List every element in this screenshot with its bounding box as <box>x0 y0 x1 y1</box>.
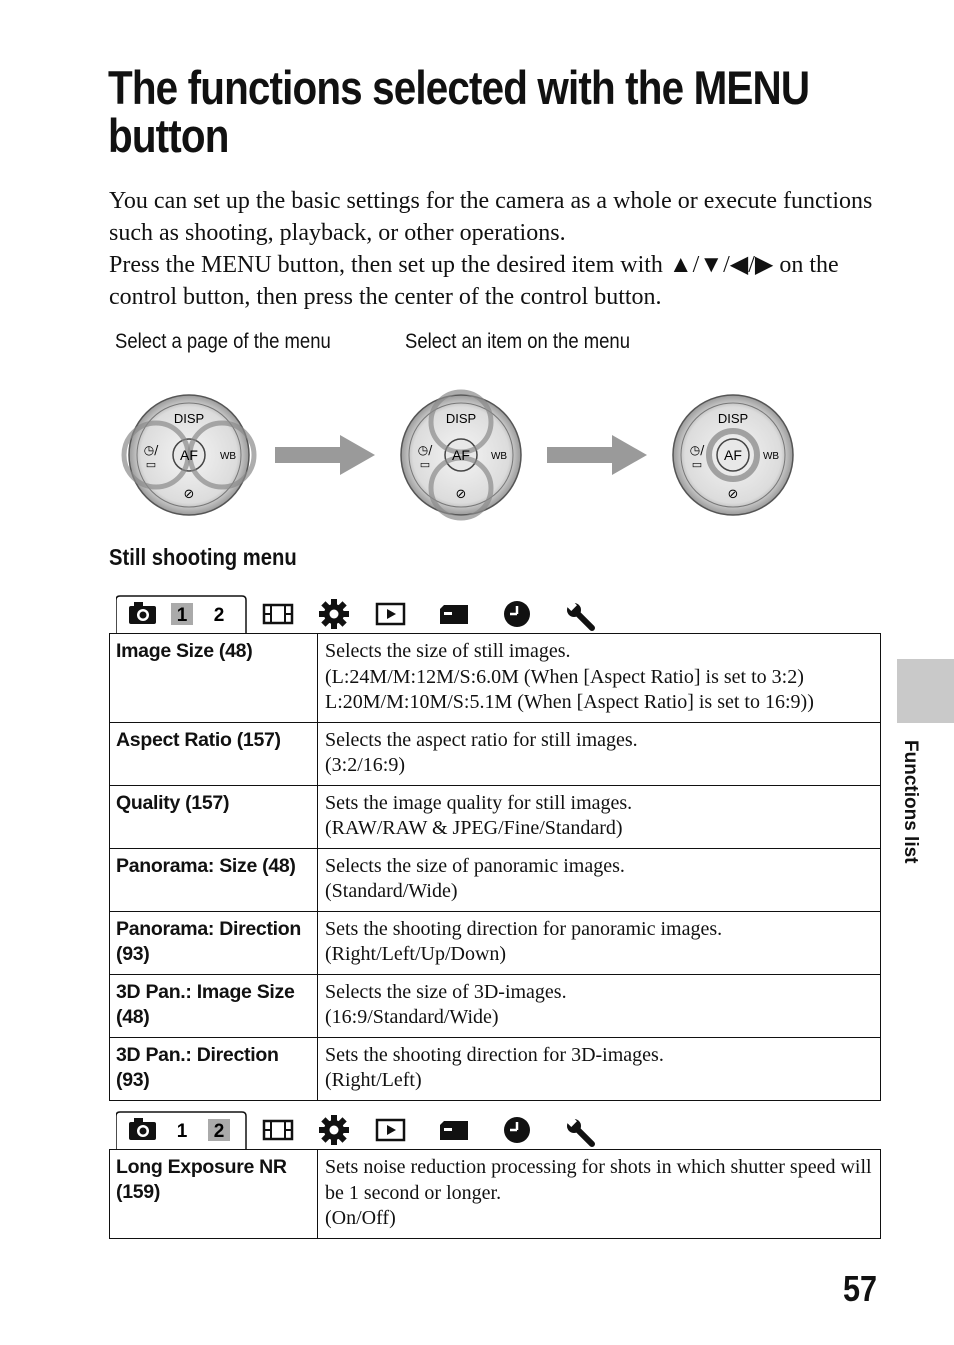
page-title: The functions selected with the MENU button <box>108 61 810 162</box>
af-label-2: AF <box>452 447 470 463</box>
menu-item-name: Panorama: Size (48) <box>110 848 318 911</box>
table-row <box>110 974 881 1037</box>
disp-label-3: DISP <box>717 411 749 426</box>
gear-icon <box>319 599 349 629</box>
exposure-comp-icon: ⊘ <box>727 487 739 502</box>
section-heading: Still shooting menu <box>109 544 297 570</box>
clock-icon <box>504 601 530 627</box>
control-dial-2 <box>401 392 521 518</box>
wb-label-2: WB <box>490 451 508 462</box>
page-2-tab: 2 <box>213 605 225 626</box>
menu-item-name: Image Size (48) <box>110 634 318 723</box>
wb-label-3: WB <box>762 451 780 462</box>
menu-tab-bar-1 <box>116 594 596 634</box>
camera-icon <box>129 1118 156 1140</box>
intro-paragraph-2: Press the MENU button, then set up the desired item with ▲/▼/◀/▶ on the control button, then press the center of the control button. <box>109 252 839 310</box>
table-row <box>110 634 881 723</box>
drive-mode-icon: ▭ <box>145 458 157 471</box>
still-shooting-table-page-2 <box>109 1149 881 1239</box>
table-row <box>110 911 881 974</box>
arrow-1 <box>275 435 375 475</box>
wrench-icon <box>567 601 592 628</box>
table-row <box>110 1037 881 1100</box>
intro-paragraph-1: You can set up the basic settings for the camera as a whole or execute functions such as shooting, playback, or other operations. <box>109 188 873 246</box>
caption-select-page: Select a page of the menu <box>115 330 331 353</box>
self-timer-icon: ◷/ <box>689 443 705 457</box>
memory-card-icon <box>440 605 468 624</box>
memory-card-icon <box>440 1121 468 1140</box>
movie-icon <box>264 605 292 623</box>
side-label-functions-list: Functions list <box>900 740 921 864</box>
af-label-1: AF <box>180 447 198 463</box>
menu-item-description: Sets noise reduction processing for shots in which shutter speed will be 1 second or longer. (On/Off) <box>318 1150 881 1239</box>
page-number: 57 <box>843 1268 878 1309</box>
gear-icon <box>319 1115 349 1145</box>
table-row <box>110 722 881 785</box>
disp-label-2: DISP <box>445 411 477 426</box>
playback-icon <box>377 1120 404 1140</box>
menu-item-description: Selects the size of still images. (L:24M/M:12M/S:6.0M (When [Aspect Ratio] is set to 3:2) L:20M/M:10M/S:5.1M (When [Aspect Ratio] is set to 16:9)) <box>318 634 881 723</box>
control-button-diagram <box>110 380 810 530</box>
table-row <box>110 848 881 911</box>
wb-label-1: WB <box>219 451 237 462</box>
arrow-2 <box>547 435 647 475</box>
control-dial-3 <box>673 395 793 515</box>
wrench-icon <box>567 1117 592 1144</box>
exposure-comp-icon: ⊘ <box>455 487 467 502</box>
table-row <box>110 1150 881 1239</box>
disp-label-1: DISP <box>173 411 205 426</box>
menu-item-description: Selects the size of panoramic images. (Standard/Wide) <box>318 848 881 911</box>
movie-icon <box>264 1121 292 1139</box>
menu-item-name: Aspect Ratio (157) <box>110 722 318 785</box>
menu-tab-bar-2 <box>116 1110 596 1150</box>
self-timer-icon: ◷/ <box>417 443 433 457</box>
menu-item-name: Long Exposure NR (159) <box>110 1150 318 1239</box>
self-timer-icon: ◷/ <box>143 443 159 457</box>
control-dial-1 <box>124 395 254 515</box>
intro-text <box>109 185 889 313</box>
menu-item-description: Sets the image quality for still images. (RAW/RAW & JPEG/Fine/Standard) <box>318 785 881 848</box>
menu-item-description: Sets the shooting direction for panoramic images. (Right/Left/Up/Down) <box>318 911 881 974</box>
side-tab-marker <box>897 659 954 723</box>
drive-mode-icon: ▭ <box>691 458 703 471</box>
menu-item-name: Quality (157) <box>110 785 318 848</box>
page-2-tab: 2 <box>213 1121 225 1142</box>
still-shooting-table-page-1 <box>109 633 881 1101</box>
camera-icon <box>129 602 156 624</box>
af-label-3: AF <box>724 447 742 463</box>
page-1-tab: 1 <box>176 1121 188 1142</box>
menu-item-name: Panorama: Direction (93) <box>110 911 318 974</box>
menu-item-name: 3D Pan.: Direction (93) <box>110 1037 318 1100</box>
menu-item-name: 3D Pan.: Image Size (48) <box>110 974 318 1037</box>
menu-item-description: Selects the size of 3D-images. (16:9/Standard/Wide) <box>318 974 881 1037</box>
menu-item-description: Selects the aspect ratio for still images. (3:2/16:9) <box>318 722 881 785</box>
table-row <box>110 785 881 848</box>
drive-mode-icon: ▭ <box>419 458 431 471</box>
menu-item-description: Sets the shooting direction for 3D-images. (Right/Left) <box>318 1037 881 1100</box>
clock-icon <box>504 1117 530 1143</box>
exposure-comp-icon: ⊘ <box>183 487 195 502</box>
caption-select-item: Select an item on the menu <box>405 330 630 353</box>
page-1-tab: 1 <box>176 605 188 626</box>
playback-icon <box>377 604 404 624</box>
